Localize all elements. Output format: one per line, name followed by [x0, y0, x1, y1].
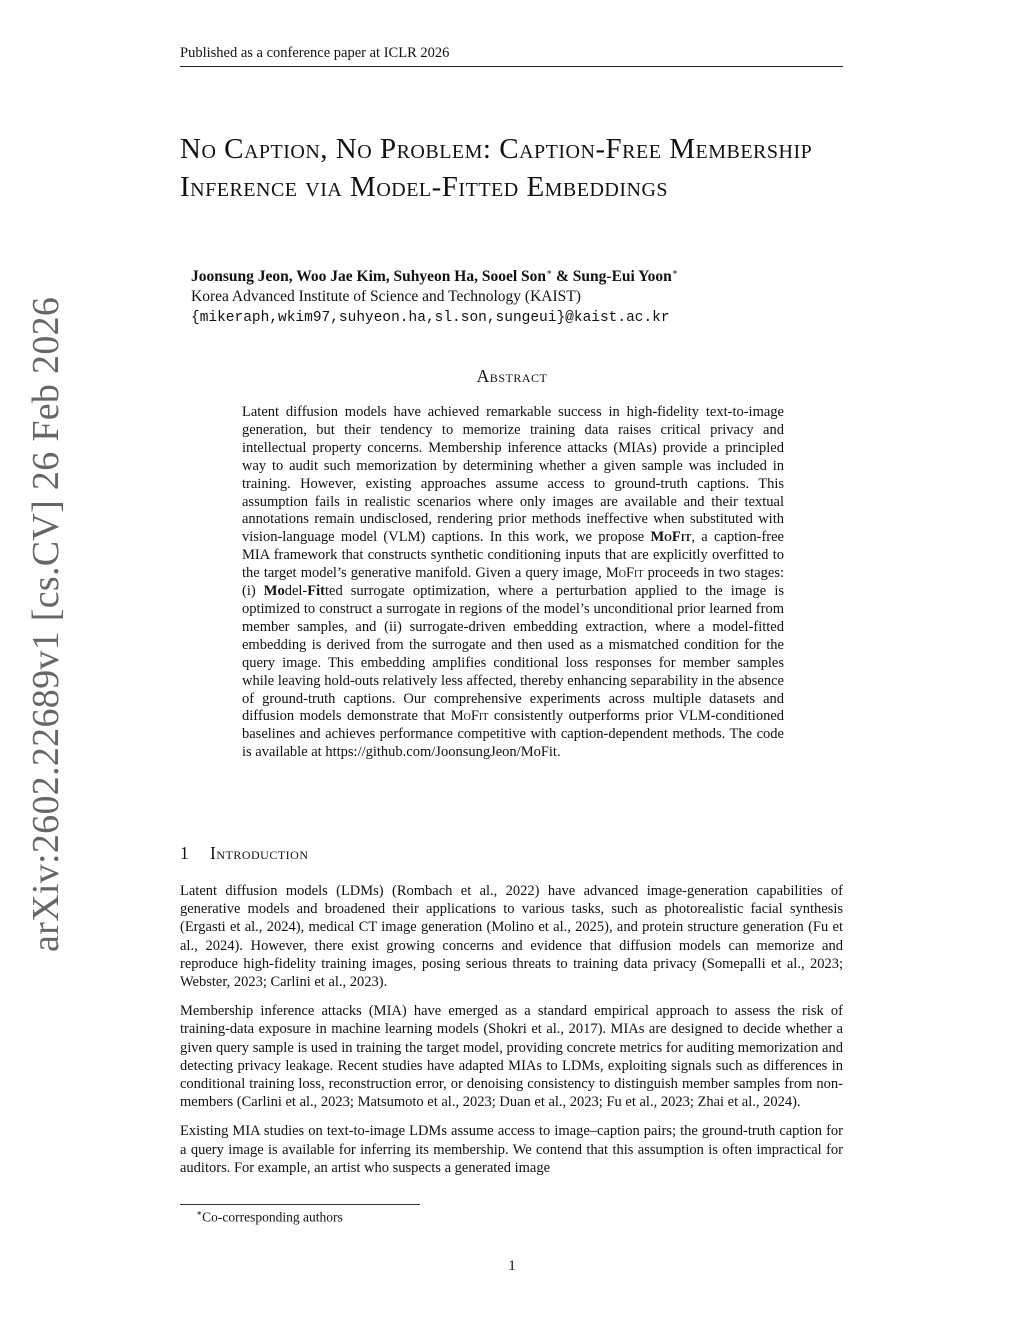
author-names — [191, 262, 831, 287]
abstract-text-4: ted surrogate optimization, where a perturbation applied to the image is optimized to construct a surrogate in regions of the model’s unconditional prior learned from member samples, and (ii) surrogate-driven embedding extraction, where a model-fitted embedding is derived from the surrogate and then used as a mismatched condition for the query image. This embedding amplifies conditional loss responses for member samples while leaving hold-outs relatively less affected, thereby enhancing separability in the absence of ground-truth captions. Our comprehensive experiments across multiple datasets and diffusion models demonstrate that — [242, 583, 784, 725]
author-names-part1: Joonsung Jeon, Woo Jae Kim, Suhyeon Ha, Sooel Son — [191, 268, 547, 286]
paper-title: No Caption, No Problem: Caption-Free Membership Inference via Model-Fitted Embeddings — [180, 133, 813, 203]
arxiv-identifier: arXiv:2602.22689v1 [cs.CV] 26 Feb 2026 — [25, 296, 67, 952]
method-name: MoFit — [450, 708, 489, 725]
author-affiliation: Korea Advanced Institute of Science and Technology (KAIST) — [191, 288, 581, 306]
abstract-text-5: consistently outperforms prior VLM-conditioned baselines and achieves performance competitive with caption-dependent methods. The code is available at https://github.com/JoonsungJeon/MoFit. — [242, 708, 785, 761]
method-name: MoFit — [605, 565, 644, 582]
abstract-text-1: Latent diffusion models have achieved remarkable success in high-fidelity text-to-image generation, but their tendency to memorize training data raises critical privacy and intellectual property concerns. Membership inference attacks (MIAs) provide a principled way to audit such memorization by determining whether a given sample was included in training. However, existing approaches assume access to ground-truth captions. This assumption fails in realistic scenarios where only images are available and their textual annotations remain undisclosed, rendering prior methods ineffective when substituted with vision-language model (VLM) captions. In this work, we propose — [242, 404, 784, 546]
footnote-text: Co-corresponding authors — [202, 1209, 343, 1225]
fit-bold: Fit — [307, 583, 325, 600]
footnote-divider — [180, 1204, 420, 1205]
method-name-bold: MoFit — [650, 529, 692, 546]
introduction-body — [180, 882, 843, 1188]
paragraph: Latent diffusion models (LDMs) (Rombach et al., 2022) have advanced image-generation capabilities of generative models and broadened their applications to various tasks, such as photorealistic facial synthesis (Ergasti et al., 2024), medical CT image generation (Molino et al., 2025), and protein structure generation (Fu et al., 2024). However, there exist growing concerns and evidence that diffusion models can memorize and reproduce high-fidelity training images, posing serious threats to training data privacy (Somepalli et al., 2023; Webster, 2023; Carlini et al., 2023). — [180, 883, 843, 991]
abstract-text-3: proceeds in two stages: (i) — [242, 565, 784, 600]
paragraph: Existing MIA studies on text-to-image LDMs assume access to image–caption pairs; the ground-truth caption for a query image is available for inferring its membership. We contend that this assumption is often impractical for auditors. For example, an artist who suspects a generated image — [180, 1123, 843, 1176]
section-title: Introduction — [210, 843, 309, 863]
page-number: 1 — [508, 1258, 516, 1274]
abstract-text-2: , a caption-free MIA framework that constructs synthetic conditioning inputs that are explicitly overfitted to the target model’s generative manifold. Given a query image, — [242, 529, 784, 582]
abstract-body — [242, 404, 784, 762]
del-text: del- — [284, 583, 308, 600]
abstract-heading: Abstract — [476, 366, 548, 386]
author-emails: {mikeraph,wkim97,suhyeon.ha,sl.son,sungeui}@kaist.ac.kr — [191, 310, 670, 327]
author-names-part2: & Sung-Eui Yoon — [552, 268, 672, 286]
corresponding-mark: ∗ — [546, 267, 553, 277]
footnote — [196, 1208, 343, 1226]
paragraph: Membership inference attacks (MIA) have emerged as a standard empirical approach to assess the risk of training-data exposure in machine learning models (Shokri et al., 2017). MIAs are designed to decide whether a given query sample is used in training the target model, providing concrete metrics for auditing memorization and detecting privacy leakage. Recent studies have adapted MIAs to LDMs, exploiting signals such as differences in conditional training loss, reconstruction error, or denoising consistency to distinguish member samples from non-members (Carlini et al., 2023; Matsumoto et al., 2023; Duan et al., 2023; Fu et al., 2023; Zhai et al., 2024). — [180, 1003, 843, 1111]
running-header: Published as a conference paper at ICLR 2026 — [180, 45, 843, 67]
mo-bold: Mo — [263, 583, 285, 600]
author-block — [191, 262, 831, 329]
footnote-mark: ∗ — [196, 1208, 203, 1218]
section-number: 1 — [180, 843, 190, 863]
corresponding-mark: ∗ — [671, 267, 678, 277]
section-heading — [180, 843, 309, 864]
